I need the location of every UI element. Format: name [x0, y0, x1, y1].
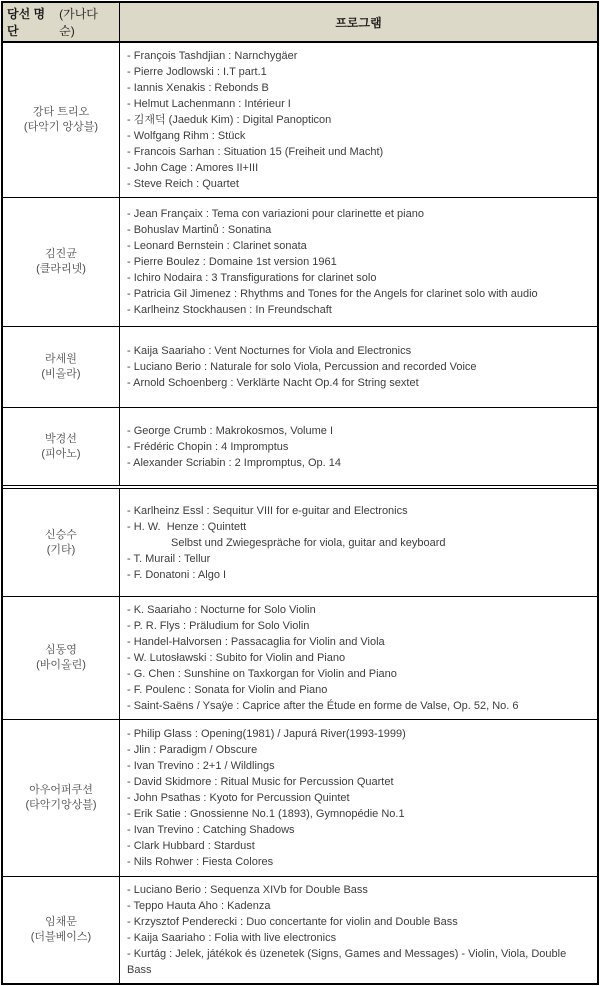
program-item: - T. Murail : Tellur	[127, 552, 211, 565]
program-item: - Arnold Schoenberg : Verklärte Nacht Op.4 for String sextet	[127, 377, 419, 389]
winners-program-table	[1, 1, 599, 985]
program-item: - Erik Satie : Gnossienne No.1 (1893), Gymnopédie No.1	[127, 808, 405, 820]
winner-name-cell	[3, 327, 120, 407]
program-item: - John Psathas : Kyoto for Percussion Quintet	[127, 792, 350, 804]
program-item: - F. Poulenc : Sonata for Violin and Piano	[127, 684, 328, 696]
table-row	[3, 719, 597, 876]
winner-name-cell	[3, 43, 120, 197]
program-list	[120, 327, 597, 407]
table-row	[3, 197, 597, 326]
program-item: - Karlheinz Stockhausen : In Freundschaft	[127, 304, 332, 316]
program-item: - P. R. Flys : Präludium for Solo Violin	[127, 620, 310, 632]
table-row	[3, 326, 597, 407]
table-row	[3, 43, 597, 197]
program-item: - Leonard Bernstein : Clarinet sonata	[127, 240, 307, 252]
program-item: - H. W. Henze : Quintett	[127, 520, 247, 533]
program-item: - Patricia Gil Jimenez : Rhythms and Tones for the Angels for clarinet solo with audio	[127, 288, 538, 300]
winner-name: 신승수	[45, 528, 77, 541]
winner-name-cell	[3, 597, 120, 719]
program-item: - Iannis Xenakis : Rebonds B	[127, 82, 269, 94]
winner-name: 심동영	[45, 644, 77, 656]
program-item: - George Crumb : Makrokosmos, Volume I	[127, 424, 334, 437]
program-item: - Frédéric Chopin : 4 Impromptus	[127, 440, 289, 453]
winner-instrument: (피아노)	[41, 447, 81, 460]
program-item: - Steve Reich : Quartet	[127, 178, 239, 190]
winner-name: 김진균	[45, 248, 77, 260]
program-item: - Ivan Trevino : Catching Shadows	[127, 824, 295, 836]
winners-header-note: (가나다 순)	[59, 7, 98, 38]
winner-instrument: (비올라)	[41, 368, 81, 380]
winner-instrument: (바이올린)	[36, 659, 86, 671]
winner-name: 임채문	[45, 916, 77, 928]
program-item: - F. Donatoni : Algo I	[127, 568, 227, 581]
table-body	[3, 43, 597, 983]
column-header-program	[120, 3, 597, 41]
column-header-winners	[3, 3, 120, 41]
winner-name-cell	[3, 877, 120, 983]
program-item: - W. Lutosławski : Subito for Violin and Piano	[127, 652, 346, 664]
program-list	[120, 198, 597, 326]
program-item: - Pierre Boulez : Domaine 1st version 1961	[127, 256, 337, 268]
winner-name: 강타 트리오	[32, 106, 90, 118]
winner-instrument: (타악기 앙상블)	[23, 121, 99, 133]
winners-header-label: 당선 명단	[7, 7, 46, 38]
program-item: Selbst und Zwiegespräche for viola, guitar and keyboard	[171, 536, 446, 549]
table-row	[3, 876, 597, 983]
program-item: - Clark Hubbard : Stardust	[127, 840, 255, 852]
program-item: - David Skidmore : Ritual Music for Percussion Quartet	[127, 776, 394, 788]
program-item: - K. Saariaho : Nocturne for Solo Violin	[127, 604, 316, 616]
program-item: - Francois Sarhan : Situation 15 (Freiheit und Macht)	[127, 146, 384, 158]
winner-name-cell	[3, 198, 120, 326]
program-item: - Kaija Saariaho : Vent Nocturnes for Viola and Electronics	[127, 345, 412, 357]
winner-name: 박경선	[45, 432, 77, 445]
program-item: - Luciano Berio : Sequenza XIVb for Double Bass	[127, 884, 368, 896]
program-item: - Alexander Scriabin : 2 Impromptus, Op. 14	[127, 456, 341, 469]
program-item: - Jean Françaix : Tema con variazioni pour clarinette et piano	[127, 208, 424, 220]
program-item: - Pierre Jodlowski : I.T part.1	[127, 66, 267, 78]
program-item: - Nils Rohwer : Fiesta Colores	[127, 856, 274, 868]
program-list	[120, 597, 597, 719]
program-item: - Teppo Hauta Aho : Kadenza	[127, 900, 271, 912]
program-item: - Ichiro Nodaira : 3 Transfigurations for clarinet solo	[127, 272, 377, 284]
program-item: - G. Chen : Sunshine on Taxkorgan for Violin and Piano	[127, 668, 397, 680]
table-row	[3, 485, 597, 596]
program-item: - Wolfgang Rihm : Stück	[127, 130, 246, 142]
program-item: - Jlin : Paradigm / Obscure	[127, 744, 258, 756]
program-item: - Kurtág : Jelek, játékok és üzenetek (Signs, Games and Messages) - Violin, Viola, Double Bass	[127, 948, 570, 976]
program-item: - François Tashdjian : Narnchygäer	[127, 50, 298, 62]
program-item: - Handel-Halvorsen : Passacaglia for Violin and Viola	[127, 636, 385, 648]
program-item: - Luciano Berio : Naturale for solo Viola, Percussion and recorded Voice	[127, 361, 477, 373]
program-item: - 김재덕 (Jaeduk Kim) : Digital Panopticon	[127, 114, 332, 126]
program-item: - Krzysztof Penderecki : Duo concertante for violin and Double Bass	[127, 916, 458, 928]
program-list	[120, 408, 597, 485]
program-list	[120, 43, 597, 197]
table-header-row	[3, 3, 597, 43]
program-item: - Saint-Saëns / Ysaÿe : Caprice after the Étude en forme de Valse, Op. 52, No. 6	[127, 700, 519, 712]
program-item: - Philip Glass : Opening(1981) / Japurá River(1993-1999)	[127, 728, 406, 740]
winner-name: 라세원	[45, 353, 77, 365]
program-list	[120, 877, 597, 983]
program-header-label: 프로그램	[335, 15, 382, 30]
program-item: - Kaija Saariaho : Folia with live electronics	[127, 932, 337, 944]
table-row	[3, 596, 597, 719]
winner-name-cell	[3, 720, 120, 876]
winner-name-cell	[3, 408, 120, 485]
winner-instrument: (타악기앙상블)	[25, 799, 97, 811]
program-list	[120, 489, 597, 596]
program-item: - Bohuslav Martinů : Sonatina	[127, 224, 272, 236]
winner-name: 아우어퍼쿠션	[29, 784, 93, 796]
winner-instrument: (더블베이스)	[30, 931, 92, 943]
winner-name-cell	[3, 489, 120, 596]
program-item: - Ivan Trevino : 2+1 / Wildlings	[127, 760, 275, 772]
program-list	[120, 720, 597, 876]
program-item: - Karlheinz Essl : Sequitur VIII for e-guitar and Electronics	[127, 504, 408, 517]
winner-instrument: (클라리넷)	[36, 263, 86, 275]
program-item: - Helmut Lachenmann : Intérieur I	[127, 98, 291, 110]
winner-instrument: (기타)	[46, 543, 76, 556]
program-item: - John Cage : Amores II+III	[127, 162, 259, 174]
table-row	[3, 407, 597, 485]
